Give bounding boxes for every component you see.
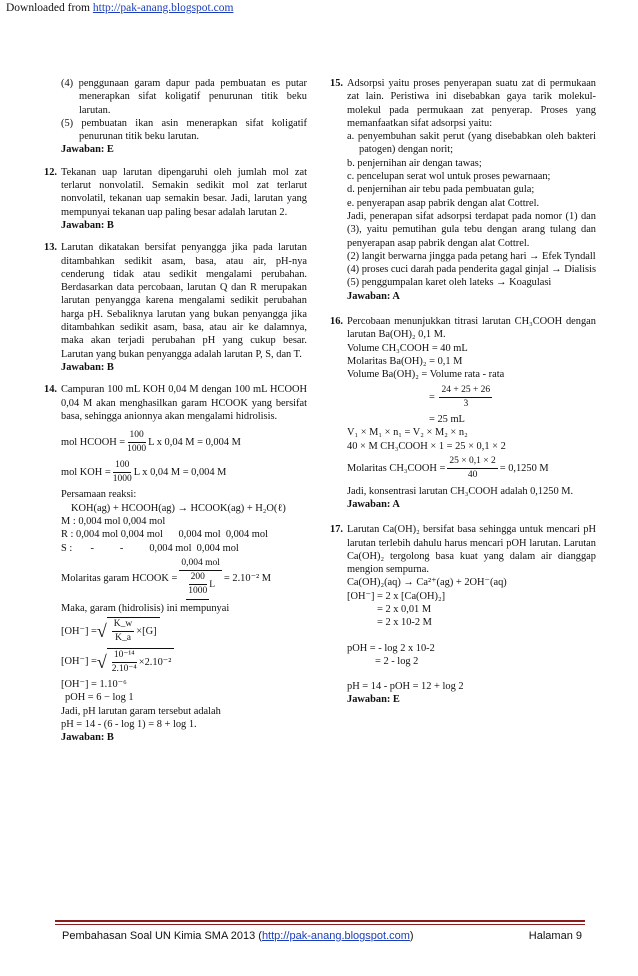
q15-option-d: d. penjernihan air tebu pada pembuatan gula;	[347, 184, 535, 196]
q16-molar-den: 40	[467, 470, 478, 481]
q17-line-2: [OH⁻] = 2 x [Ca(OH)₂]	[347, 590, 446, 602]
q14-mol1-result: L x 0,04 M = 0,004 M	[148, 437, 241, 449]
q14-reaction: KOH(ag) + HCOOH(ag) → HCOOK(ag) + H₂O(ℓ)	[71, 502, 286, 514]
q14-mol2-num: 100	[113, 459, 131, 473]
q13-text: Larutan dikatakan bersifat penyangga jika pada larutan ditambahkan sedikit asam, basa, atau air, pH-nya cenderung tidak atau sedikit mengalami perubahan. Berdasarkan data percobaan, larutan Q dan R merupakan larutan penyangga karena mengalami sedikit perubahan harga pH. Sebaliknya larutan yang bukan penyangga jika ditambahkan sedikit asam, basa, atau air ke dalamnya, maka akan terjadi perubahan pH yang cukup besar. Larutan yang bukan penyangga adalah larutan P, S, dan T.	[61, 242, 307, 360]
q14-molar-num: 0,004 mol	[179, 557, 222, 571]
q17-text: Larutan Ca(OH)₂ bersifat basa sehingga untuk mencari pH larutan terlebih dahulu harus mencari pOH larutan. Larutan Ca(OH)₂ tergolong basa kuat yang dalam air dianggap mengion sempurna.	[347, 524, 596, 576]
q17-line-3: = 2 x 0,01 M	[377, 603, 432, 615]
q14-mol-koh	[61, 459, 307, 487]
q14-f1-sqrt: √ $\frac{K\_w}{K\_a}$ ×[G]	[97, 617, 160, 646]
q15-text: Adsorpsi yaitu proses penyerapan suatu zat di permukaan zat lain. Peristiwa ini disebabkan gaya tarik molekul-molekul pada permukaan zat penyerap. Proses yang memanfaatkan sifat adsorpsi yaitu:	[347, 78, 596, 129]
q11-answer: Jawaban: E	[61, 144, 114, 156]
q16-text: Percobaan menunjukkan titrasi larutan CH₃COOH dengan larutan Ba(OH)₂ 0,1 M.	[347, 316, 596, 341]
q14-mol2-den: 1000	[112, 474, 132, 485]
q17-number: 17.	[330, 524, 343, 536]
q11-item-4: (4) penggunaan garam dapur pada pembuatan es putar menerapkan sifat koligatif penurunan titik beku larutan.	[61, 78, 307, 116]
q14-formula-3: [OH⁻] = 1.10⁻⁶	[61, 679, 127, 691]
q14-row-m: M : 0,004 mol 0,004 mol	[61, 515, 166, 527]
q15-option-b: b. penjernihan air dengan tawas;	[347, 157, 482, 169]
question-11-tail	[44, 77, 307, 157]
q14-row-s: S : - - 0,004 mol 0,004 mol	[61, 542, 239, 554]
q11-item-5: (5) pembuatan ikan asin menerapkan sifat koligatif penurunan titik beku larutan.	[61, 117, 307, 143]
question-15	[330, 77, 596, 303]
q14-ph: pH = 14 - (6 - log 1) = 8 + log 1.	[61, 719, 197, 731]
q14-maka: Maka, garam (hidrolisis) ini mempunyai	[61, 602, 230, 614]
q16-line-3: Volume Ba(OH)₂ = Volume rata - rata	[347, 369, 505, 381]
question-14	[44, 383, 307, 744]
q14-molaritas	[61, 557, 307, 600]
right-column	[330, 77, 596, 716]
q14-formula-1	[61, 617, 307, 646]
q15-sub-4: (4) proses cuci darah pada penderita gagal ginjal → Dialisis	[347, 264, 596, 276]
download-source-prefix: Downloaded from	[6, 2, 93, 14]
q15-option-c: c. pencelupan serat wol untuk proses pewarnaan;	[347, 171, 551, 183]
q16-line-2: Molaritas Ba(OH)₂ = 0,1 M	[347, 355, 463, 367]
q16-molar-frac	[447, 455, 497, 483]
q14-reaction-label: Persamaan reaksi:	[61, 489, 137, 501]
page-footer	[62, 930, 582, 942]
q16-line-1: Volume CH₃COOH = 40 mL	[347, 342, 468, 354]
q17-poh-1: pOH = - log 2 x 10-2	[347, 642, 435, 654]
q16-answer: Jawaban: A	[347, 498, 400, 510]
q14-molar-label: Molaritas garam HCOOK =	[61, 572, 178, 584]
q14-poh: pOH = 6 − log 1	[65, 692, 134, 704]
q15-sub-2: (2) langit berwarna jingga pada petang hari → Efek Tyndall	[347, 250, 596, 262]
q12-number: 12.	[44, 166, 57, 178]
q15-sub-5: (5) penggumpalan karet oleh lateks → Koagulasi	[347, 277, 552, 289]
q14-formula-2	[61, 648, 307, 677]
q14-f1-den: K_a	[115, 633, 131, 644]
q14-mol2-frac	[113, 459, 132, 487]
q14-molar-den	[186, 571, 215, 600]
question-12	[44, 166, 307, 232]
q14-f2-den: 2.10⁻⁴	[111, 663, 137, 674]
q16-molar-num: 25 × 0,1 × 2	[447, 455, 497, 469]
question-13	[44, 241, 307, 374]
q14-molar-result: = 2.10⁻² M	[223, 572, 271, 584]
q17-answer: Jawaban: E	[347, 694, 400, 706]
q16-line-5: = 25 mL	[429, 414, 465, 426]
page-number: Halaman 9	[528, 930, 582, 942]
q12-answer: Jawaban: B	[61, 219, 114, 231]
q14-row-r: R : 0,004 mol 0,004 mol 0,004 mol 0,004 mol	[61, 529, 268, 541]
q17-line-1: Ca(OH)₂(aq) → Ca²⁺(ag) + 2OH⁻(aq)	[347, 577, 507, 589]
footer-link[interactable]: http://pak-anang.blogspot.com	[261, 930, 410, 942]
q15-jadi: Jadi, penerapan sifat adsorpsi terdapat pada nomor (1) dan (3), yaitu pemutihan gula tebu dengan arang tulang dan penyerapan asap pabrik dengan alat Cottrel.	[347, 210, 596, 249]
q16-molaritas	[347, 455, 596, 483]
q14-text: Campuran 100 mL KOH 0,04 M dengan 100 mL HCOOH 0,04 M akan menghasilkan garam HCOOK yang bersifat basa, sehingga anionnya akan mengalami hidrolisis.	[61, 384, 307, 422]
q14-mol-hcooh	[61, 429, 307, 457]
download-source	[6, 2, 233, 14]
q14-f2-num: 10⁻¹⁴	[112, 649, 137, 663]
q16-average-num: 24 + 25 + 26	[439, 384, 492, 398]
download-source-link[interactable]: http://pak-anang.blogspot.com	[92, 2, 234, 14]
q14-answer: Jawaban: B	[61, 732, 114, 744]
q16-average: = $\frac{24 + 25 + 26}{3}$	[347, 384, 596, 412]
q16-average-den: 3	[463, 398, 469, 409]
q13-number: 13.	[44, 242, 57, 254]
q14-mol2-label: mol KOH =	[61, 466, 111, 478]
q13-answer: Jawaban: B	[61, 361, 114, 373]
q16-molar-result: = 0,1250 M	[499, 463, 549, 475]
q14-f1-num: K_w	[112, 618, 134, 632]
footer-divider-thick	[55, 920, 585, 922]
q17-line-4: = 2 x 10-2 M	[377, 617, 432, 629]
q14-mol2-result: L x 0,04 M = 0,004 M	[133, 466, 227, 478]
q17-ph: pH = 14 - pOH = 12 + log 2	[347, 681, 464, 693]
question-17	[330, 523, 596, 707]
q15-option-e: e. penyerapan asap pabrik dengan alat Cottrel.	[347, 197, 540, 209]
q14-f2-frac	[112, 649, 137, 677]
q16-number: 16.	[330, 316, 343, 328]
q15-number: 15.	[330, 78, 343, 89]
q14-mol1-den: 1000	[127, 444, 147, 455]
q14-molar-den-frac	[186, 571, 209, 600]
q14-mol1-frac	[127, 429, 146, 457]
q12-text: Tekanan uap larutan dipengaruhi oleh jumlah mol zat terlarut nonvolatil. Semakin sedikit mol zat terlarut nonvolatil, tekanan uap semakin besar. Jadi, larutan yang mempunyai tekanan uap paling besar adalah larutan 2.	[61, 166, 307, 218]
q15-answer: Jawaban: A	[347, 290, 400, 302]
q17-poh-2: = 2 - log 2	[375, 655, 419, 667]
q15-option-a: a. penyembuhan sakit perut (yang disebabkan oleh bakteri patogen) dengan norit;	[347, 131, 596, 156]
q16-molar-label: Molaritas CH₃COOH =	[347, 463, 446, 475]
q14-f2-sqrt: √ $\frac{\text{10⁻¹⁴}}{\text{2.10⁻⁴}}$ ×2.10⁻²	[97, 648, 175, 677]
left-column	[44, 77, 307, 754]
q14-molar-den-den: 1000	[188, 586, 208, 597]
q16-line-6: V₁ × M₁ × n₁ = V₂ × M₂ × n₂	[347, 427, 468, 439]
q14-molar-den-unit: L	[209, 579, 216, 590]
q14-number: 14.	[44, 384, 57, 396]
footer-text-post: )	[409, 930, 414, 942]
q14-molar-den-num: 200	[189, 571, 207, 585]
q14-f2-lhs: [OH⁻] =	[61, 656, 97, 668]
q14-f1-frac	[112, 618, 134, 646]
q14-f1-post: ×[G]	[136, 626, 157, 638]
q16-jadi: Jadi, konsentrasi larutan CH₃COOH adalah 0,1250 M.	[347, 485, 574, 497]
q14-molar-frac	[179, 557, 222, 600]
question-16	[330, 315, 596, 511]
q14-f2-post: ×2.10⁻²	[138, 656, 172, 668]
q14-jadi: Jadi, pH larutan garam tersebut adalah	[61, 705, 221, 717]
q16-line-7: 40 × M CH₃COOH × 1 = 25 × 0,1 × 2	[347, 440, 506, 452]
q14-mol1-label: mol HCOOH =	[61, 437, 126, 449]
q14-f1-lhs: [OH⁻] =	[61, 625, 97, 637]
footer-divider-thin	[55, 924, 585, 925]
footer-text-pre: Pembahasan Soal UN Kimia SMA 2013 (	[62, 930, 262, 942]
q14-mol1-num: 100	[128, 429, 146, 443]
q16-average-frac	[439, 384, 492, 412]
